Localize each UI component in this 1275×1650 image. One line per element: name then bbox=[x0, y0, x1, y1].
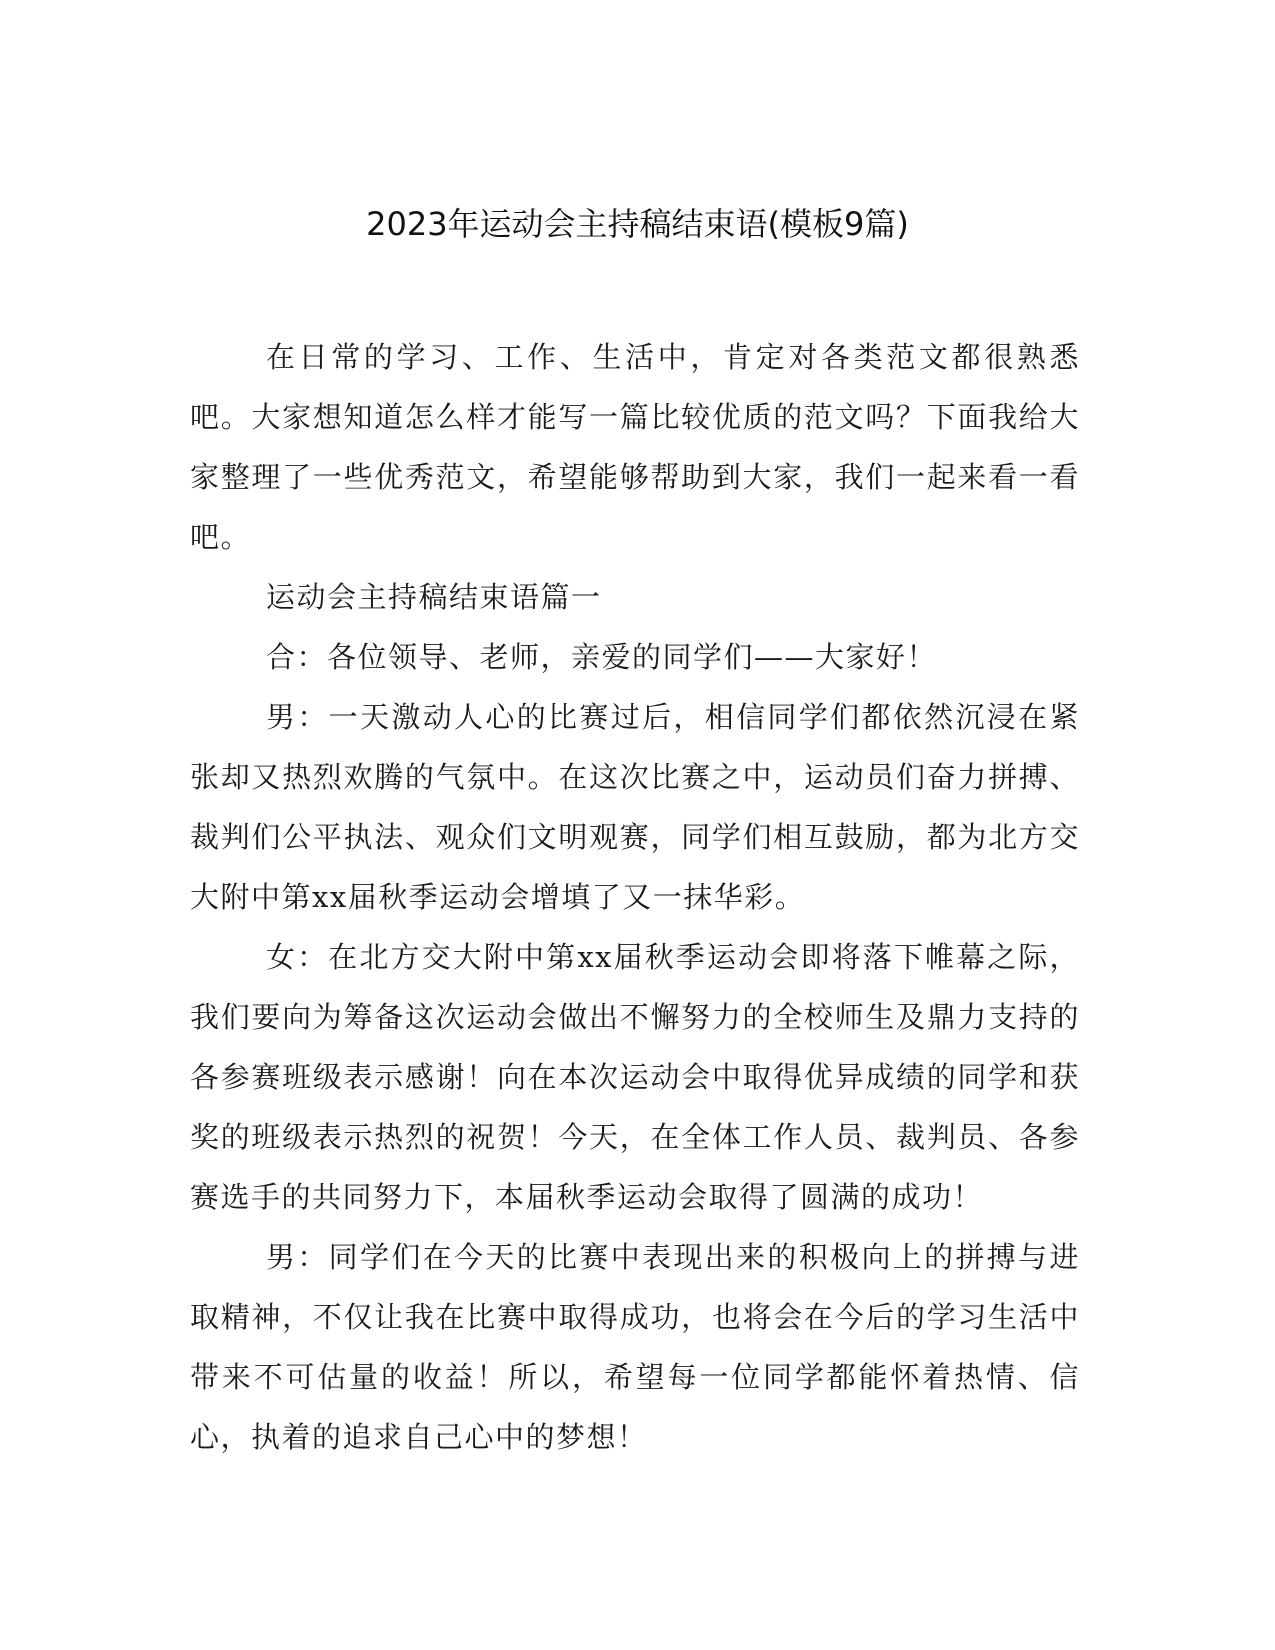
section-heading: 运动会主持稿结束语篇一 bbox=[266, 580, 602, 614]
script-paragraph-male: 男：一天激动人心的比赛过后，相信同学们都依然沉浸在紧张却又热烈欢腾的气氛中。在这次比赛之中，运动员们奋力拼搏、裁判们公平执法、观众们文明观赛，同学们相互鼓励，都为北方交大附中第xx届秋季运动会增填了又一抹华彩。 bbox=[190, 700, 1080, 914]
document-body bbox=[190, 327, 1080, 1467]
intro-paragraph: 在日常的学习、工作、生活中，肯定对各类范文都很熟悉吧。大家想知道怎么样才能写一篇比较优质的范文吗？下面我给大家整理了一些优秀范文，希望能够帮助到大家，我们一起来看一看吧。 bbox=[190, 340, 1080, 554]
script-paragraph-together: 合：各位领导、老师，亲爱的同学们——大家好！ bbox=[266, 640, 938, 674]
document-title: 2023年运动会主持稿结束语(模板9篇) bbox=[366, 205, 909, 243]
script-paragraph-female: 女：在北方交大附中第xx届秋季运动会即将落下帷幕之际，我们要向为筹备这次运动会做出不懈努力的全校师生及鼎力支持的各参赛班级表示感谢！向在本次运动会中取得优异成绩的同学和获奖的班级表示热烈的祝贺！今天，在全体工作人员、裁判员、各参赛选手的共同努力下，本届秋季运动会取得了圆满的成功！ bbox=[190, 940, 1080, 1214]
script-paragraph-male: 男：同学们在今天的比赛中表现出来的积极向上的拼搏与进取精神，不仅让我在比赛中取得成功，也将会在今后的学习生活中带来不可估量的收益！所以，希望每一位同学都能怀着热情、信心，执着的追求自己心中的梦想！ bbox=[190, 1240, 1080, 1454]
